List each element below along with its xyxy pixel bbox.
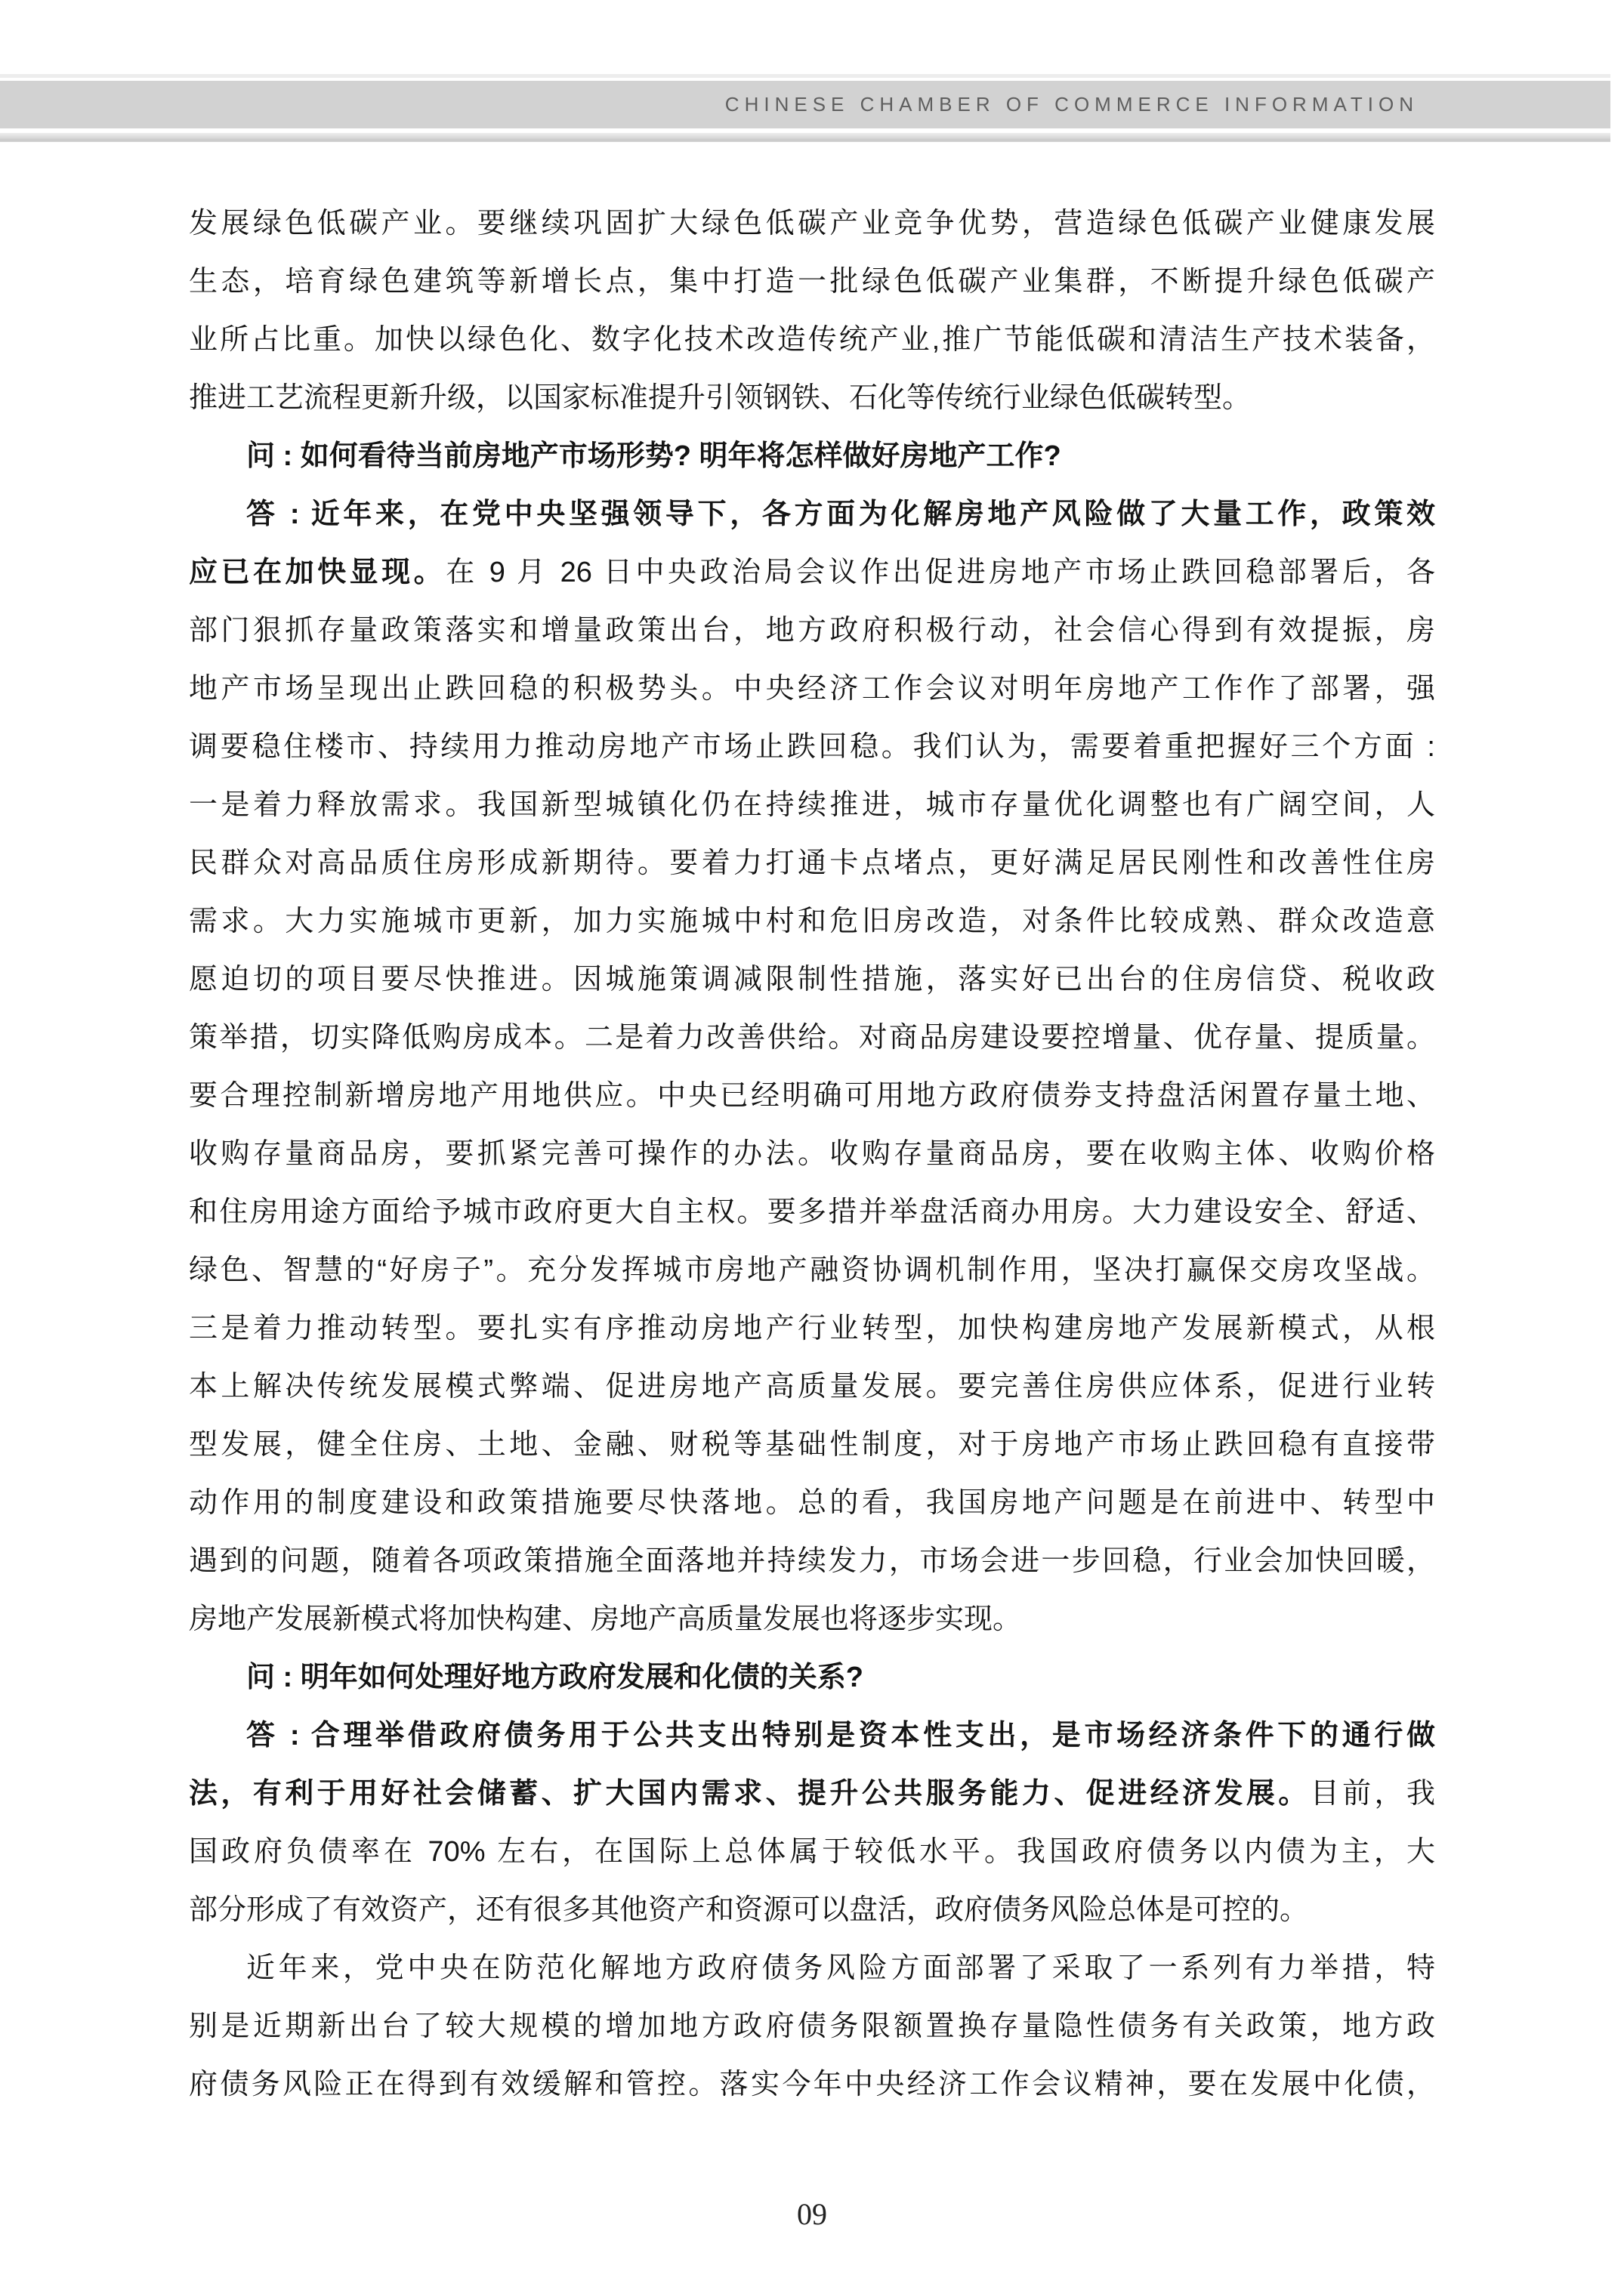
text-line <box>189 1532 1435 1591</box>
text-segment: 遇到的问题，随着各项政策措施全面落地并持续发力，市场会进一步回稳，行业会加快回暖， <box>189 1545 1435 1577</box>
text-segment: 要合理控制新增房地产用地供应。中央已经明确可用地方政府债券支持盘活闲置存量土地、 <box>189 1080 1435 1112</box>
text-line <box>189 1707 1435 1765</box>
bold-text-segment: 问 : 明年如何处理好地方政府发展和化债的关系? <box>246 1662 863 1693</box>
text-line <box>189 1067 1435 1125</box>
text-segment: 策举措，切实降低购房成本。二是着力改善供给。对商品房建设要控增量、优存量、提质量。 <box>189 1022 1435 1054</box>
text-line <box>189 1881 1435 1940</box>
text-segment: 型发展，健全住房、土地、金融、财税等基础性制度，对于房地产市场止跌回稳有直接带 <box>189 1429 1435 1461</box>
text-line <box>189 427 1435 486</box>
text-line <box>189 951 1435 1009</box>
page-number: 09 <box>797 2197 827 2231</box>
text-line <box>189 486 1435 544</box>
text-line <box>189 835 1435 893</box>
text-segment: 业所占比重。加快以绿色化、数字化技术改造传统产业,推广节能低碳和清洁生产技术装备， <box>189 324 1435 356</box>
text-line <box>189 1998 1435 2056</box>
text-segment: 别是近期新出台了较大规模的增加地方政府债务限额置换存量隐性债务有关政策，地方政 <box>189 2011 1435 2042</box>
text-line <box>189 776 1435 835</box>
bold-text-segment: 问 : 如何看待当前房地产市场形势? 明年将怎样做好房地产工作? <box>246 440 1061 472</box>
text-segment: 近年来，党中央在防范化解地方政府债务风险方面部署了采取了一系列有力举措，特 <box>246 1952 1435 1984</box>
text-line <box>189 1416 1435 1474</box>
text-segment: 愿迫切的项目要尽快推进。因城施策调减限制性措施，落实好已出台的住房信贷、税收政 <box>189 964 1435 995</box>
text-line <box>189 893 1435 951</box>
text-segment: 部门狠抓存量政策落实和增量政策出台，地方政府积极行动，社会信心得到有效提振，房 <box>189 615 1435 647</box>
header-bar <box>0 81 1610 128</box>
text-segment: 推进工艺流程更新升级，以国家标准提升引领钢铁、石化等传统行业绿色低碳转型。 <box>189 382 1252 414</box>
bold-text-segment: 法，有利于用好社会储蓄、扩大国内需求、提升公共服务能力、促进经济发展。 <box>189 1778 1311 1810</box>
bold-text-segment: 应已在加快显现。 <box>189 557 446 588</box>
bold-text-segment: 答 : 合理举借政府债务用于公共支出特别是资本性支出，是市场经济条件下的通行做 <box>246 1720 1435 1751</box>
text-segment: 生态，培育绿色建筑等新增长点，集中打造一批绿色低碳产业集群，不断提升绿色低碳产 <box>189 266 1435 298</box>
text-segment: 调要稳住楼市、持续用力推动房地产市场止跌回稳。我们认为，需要着重把握好三个方面 : <box>189 731 1435 763</box>
text-line <box>189 1474 1435 1532</box>
text-line <box>189 544 1435 602</box>
text-segment: 在 9 月 26 日中央政治局会议作出促进房地产市场止跌回稳部署后，各 <box>446 557 1435 588</box>
text-line <box>189 1300 1435 1358</box>
text-segment: 动作用的制度建设和政策措施要尽快落地。总的看，我国房地产问题是在前进中、转型中 <box>189 1487 1435 1519</box>
text-segment: 本上解决传统发展模式弊端、促进房地产高质量发展。要完善住房供应体系，促进行业转 <box>189 1371 1435 1403</box>
text-line <box>189 311 1435 369</box>
text-line <box>189 1649 1435 1707</box>
document-body <box>189 195 1435 2114</box>
text-line <box>189 253 1435 311</box>
text-segment: 国政府负债率在 70% 左右，在国际上总体属于较低水平。我国政府债务以内债为主，大 <box>189 1836 1435 1868</box>
text-segment: 部分形成了有效资产，还有很多其他资产和资源可以盘活，政府债务风险总体是可控的。 <box>189 1894 1309 1926</box>
text-line <box>189 718 1435 776</box>
text-segment: 三是着力推动转型。要扎实有序推动房地产行业转型，加快构建房地产发展新模式，从根 <box>189 1313 1435 1344</box>
header-band <box>0 133 1610 142</box>
bold-text-segment: 答 : 近年来，在党中央坚强领导下，各方面为化解房地产风险做了大量工作，政策效 <box>246 498 1435 530</box>
header-title: CHINESE CHAMBER OF COMMERCE INFORMATION <box>724 93 1419 116</box>
header-accent-line <box>0 74 1610 78</box>
text-segment: 目前，我 <box>1310 1778 1435 1810</box>
text-line <box>189 1765 1435 1823</box>
text-segment: 府债务风险正在得到有效缓解和管控。落实今年中央经济工作会议精神，要在发展中化债， <box>189 2069 1435 2100</box>
text-segment: 地产市场呈现出止跌回稳的积极势头。中央经济工作会议对明年房地产工作作了部署，强 <box>189 673 1435 705</box>
text-line <box>189 1125 1435 1184</box>
text-segment: 一是着力释放需求。我国新型城镇化仍在持续推进，城市存量优化调整也有广阔空间，人 <box>189 789 1435 821</box>
text-line <box>189 602 1435 660</box>
text-line <box>189 1591 1435 1649</box>
text-line <box>189 1358 1435 1416</box>
text-line <box>189 1823 1435 1881</box>
text-line <box>189 1009 1435 1067</box>
text-line <box>189 1242 1435 1300</box>
text-line <box>189 1184 1435 1242</box>
text-segment: 和住房用途方面给予城市政府更大自主权。要多措并举盘活商办用房。大力建设安全、舒适、 <box>189 1196 1435 1228</box>
text-segment: 房地产发展新模式将加快构建、房地产高质量发展也将逐步实现。 <box>189 1603 1022 1635</box>
text-line <box>189 1940 1435 1998</box>
text-line <box>189 660 1435 718</box>
text-segment: 民群众对高品质住房形成新期待。要着力打通卡点堵点，更好满足居民刚性和改善性住房 <box>189 847 1435 879</box>
text-segment: 发展绿色低碳产业。要继续巩固扩大绿色低碳产业竞争优势，营造绿色低碳产业健康发展 <box>189 208 1435 239</box>
text-segment: 收购存量商品房，要抓紧完善可操作的办法。收购存量商品房，要在收购主体、收购价格 <box>189 1138 1435 1170</box>
text-line <box>189 195 1435 253</box>
text-line <box>189 2056 1435 2114</box>
text-segment: 需求。大力实施城市更新，加力实施城中村和危旧房改造，对条件比较成熟、群众改造意 <box>189 906 1435 937</box>
text-segment: 绿色、智慧的“好房子”。充分发挥城市房地产融资协调机制作用，坚决打赢保交房攻坚战。 <box>189 1255 1435 1286</box>
text-line <box>189 369 1435 427</box>
